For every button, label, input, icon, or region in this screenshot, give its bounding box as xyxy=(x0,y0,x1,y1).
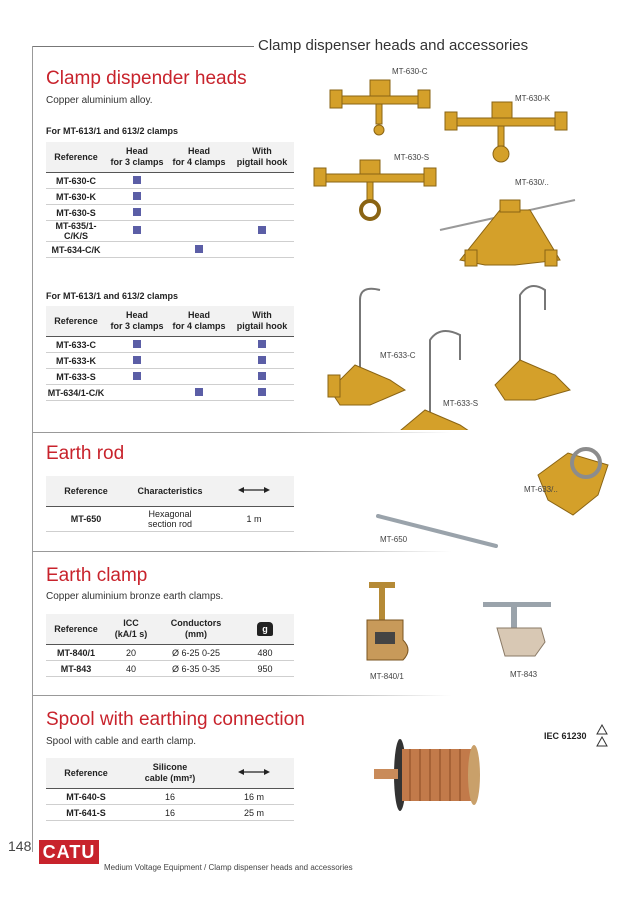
col-reference: Reference xyxy=(46,306,106,337)
icc-label: ICC xyxy=(123,618,139,628)
row-mark-cell xyxy=(168,385,230,401)
table-row xyxy=(46,189,294,205)
group-title-1: For MT-613/1 and 613/2 clamps xyxy=(46,126,179,136)
row-mark-cell xyxy=(230,173,294,189)
catu-logo: CATU xyxy=(39,840,99,864)
col-reference: Reference xyxy=(46,142,106,173)
table-row xyxy=(46,205,294,221)
row-mark-cell xyxy=(230,205,294,221)
check-square-icon xyxy=(133,226,141,234)
table-2-body xyxy=(46,337,294,401)
clamp-heads-illustrations xyxy=(300,60,620,430)
row-mark-cell xyxy=(106,337,168,353)
conductors-unit: (mm) xyxy=(185,629,207,639)
table-row xyxy=(46,221,294,242)
row-mark-cell xyxy=(230,189,294,205)
row-cable: 16 xyxy=(126,805,214,821)
table-1-body xyxy=(46,173,294,258)
table-row xyxy=(46,173,294,189)
row-ref: MT-843 xyxy=(46,661,106,677)
mt-843-image xyxy=(475,592,555,662)
section-title-earth-rod: Earth rod xyxy=(46,443,125,464)
spool-body xyxy=(46,789,294,821)
check-square-icon xyxy=(133,340,141,348)
standard-warning-icon xyxy=(596,724,608,748)
caption-mt-843: MT-843 xyxy=(510,670,538,679)
row-mark-cell xyxy=(168,189,230,205)
row-reference: MT-633-S xyxy=(46,369,106,385)
row-mark-cell xyxy=(106,173,168,189)
caption-mt-650: MT-650 xyxy=(380,535,408,544)
row-mark-cell xyxy=(106,242,168,258)
row-reference: MT-633-K xyxy=(46,353,106,369)
check-square-icon xyxy=(133,192,141,200)
col-icc xyxy=(106,614,156,645)
row-reference: MT-634-C/K xyxy=(46,242,106,258)
group-title-2: For MT-613/1 and 613/2 clamps xyxy=(46,291,179,301)
footer-text: Medium Voltage Equipment / Clamp dispenser heads and accessories xyxy=(104,863,353,872)
check-square-icon xyxy=(133,176,141,184)
table-row xyxy=(46,789,294,805)
clamp-heads-table-1 xyxy=(46,142,294,258)
row-mark-cell xyxy=(230,385,294,401)
row-mark-cell xyxy=(230,221,294,242)
row-mark-cell xyxy=(168,242,230,258)
length-arrow-icon xyxy=(238,768,270,776)
check-square-icon xyxy=(195,245,203,253)
col-length-icon xyxy=(214,476,294,507)
row-mark-cell xyxy=(168,221,230,242)
caption-mt-633-x: MT-633/.. xyxy=(524,485,558,494)
row-mark-cell xyxy=(230,353,294,369)
mt-630-c-image xyxy=(330,80,430,135)
col-characteristics: Characteristics xyxy=(126,476,214,507)
iec-standard: IEC 61230 xyxy=(544,731,587,741)
col-cable xyxy=(126,758,214,789)
row-reference: MT-630-C xyxy=(46,173,106,189)
check-square-icon xyxy=(133,208,141,216)
section-title-clamp-heads: Clamp dispender heads xyxy=(46,68,247,89)
col-pigtail: With pigtail hook xyxy=(230,306,294,337)
spool-image xyxy=(370,735,500,815)
page-header-title: Clamp dispenser heads and accessories xyxy=(258,37,529,54)
row-mark-cell xyxy=(230,337,294,353)
mt-633-s-image xyxy=(395,331,475,430)
table-row xyxy=(46,645,294,661)
col-pigtail: With pigtail hook xyxy=(230,142,294,173)
col-weight xyxy=(236,614,294,645)
section-separator xyxy=(32,432,452,433)
table-row xyxy=(46,337,294,353)
row-cond: Ø 6-25 0-25 xyxy=(156,645,236,661)
section-subtitle-clamp-heads: Copper aluminium alloy. xyxy=(46,95,153,106)
icc-unit: (kA/1 s) xyxy=(114,629,148,639)
row-reference: MT-635/1-C/K/S xyxy=(46,221,106,242)
row-mark-cell xyxy=(106,353,168,369)
row-mark-cell xyxy=(106,385,168,401)
earth-rod-table xyxy=(46,476,294,532)
rod-characteristics xyxy=(126,507,214,532)
cable-unit: cable (mm²) xyxy=(144,773,196,783)
mt-630-s-image xyxy=(314,160,436,219)
length-arrow-icon xyxy=(238,486,270,494)
check-square-icon xyxy=(133,356,141,364)
mt-633-c-image xyxy=(328,289,405,405)
earth-clamp-body xyxy=(46,645,294,677)
caption-mt-630-s: MT-630-S xyxy=(394,153,430,162)
check-square-icon xyxy=(195,388,203,396)
col-head-3: Head for 3 clamps xyxy=(106,306,168,337)
table-row xyxy=(46,661,294,677)
left-rule xyxy=(32,46,33,852)
caption-mt-840: MT-840/1 xyxy=(370,672,404,681)
row-cable: 16 xyxy=(126,789,214,805)
col-reference: Reference xyxy=(46,758,126,789)
section-separator xyxy=(32,695,452,696)
col-reference: Reference xyxy=(46,614,106,645)
row-mark-cell xyxy=(168,353,230,369)
header-rule xyxy=(32,46,254,47)
row-mark-cell xyxy=(168,369,230,385)
caption-mt-633-s: MT-633-S xyxy=(443,399,479,408)
col-length-icon xyxy=(214,758,294,789)
check-square-icon xyxy=(258,388,266,396)
table-row xyxy=(46,242,294,258)
section-title-earth-clamp: Earth clamp xyxy=(46,565,148,586)
row-mark-cell xyxy=(168,205,230,221)
row-reference: MT-633-C xyxy=(46,337,106,353)
col-reference: Reference xyxy=(46,476,126,507)
row-reference: MT-634/1-C/K xyxy=(46,385,106,401)
section-subtitle-spool: Spool with cable and earth clamp. xyxy=(46,736,197,747)
row-g: 950 xyxy=(236,661,294,677)
col-conductors xyxy=(156,614,236,645)
row-icc: 20 xyxy=(106,645,156,661)
col-head-4: Head for 4 clamps xyxy=(168,306,230,337)
caption-mt-630-k: MT-630-K xyxy=(515,94,551,103)
mt-840-image xyxy=(355,580,425,675)
row-g: 480 xyxy=(236,645,294,661)
row-reference: MT-630-S xyxy=(46,205,106,221)
rod-ref: MT-650 xyxy=(46,507,126,532)
page-number: 148 xyxy=(8,838,32,854)
weight-icon: g xyxy=(257,622,273,636)
caption-mt-630-x: MT-630/.. xyxy=(515,178,549,187)
section-separator xyxy=(32,551,452,552)
earth-clamp-table xyxy=(46,614,294,677)
cable-label: Silicone xyxy=(152,762,188,772)
table-row xyxy=(46,385,294,401)
row-mark-cell xyxy=(230,242,294,258)
row-mark-cell xyxy=(230,369,294,385)
check-square-icon xyxy=(258,340,266,348)
col-head-4: Head for 4 clamps xyxy=(168,142,230,173)
check-square-icon xyxy=(258,226,266,234)
row-cond: Ø 6-35 0-35 xyxy=(156,661,236,677)
row-mark-cell xyxy=(106,369,168,385)
clamp-heads-table-2 xyxy=(46,306,294,401)
earth-rod-image xyxy=(372,508,502,552)
mt-630-k-image xyxy=(445,102,567,162)
row-len: 16 m xyxy=(214,789,294,805)
section-title-spool: Spool with earthing connection xyxy=(46,709,305,730)
row-mark-cell xyxy=(106,205,168,221)
row-ref: MT-840/1 xyxy=(46,645,106,661)
col-head-3: Head for 3 clamps xyxy=(106,142,168,173)
row-icc: 40 xyxy=(106,661,156,677)
row-reference: MT-630-K xyxy=(46,189,106,205)
row-mark-cell xyxy=(106,221,168,242)
table-row xyxy=(46,369,294,385)
table-row xyxy=(46,353,294,369)
row-mark-cell xyxy=(168,173,230,189)
row-mark-cell xyxy=(168,337,230,353)
check-square-icon xyxy=(258,356,266,364)
mt-630-4-image xyxy=(440,200,575,266)
mt-633-k-image xyxy=(495,286,570,400)
row-mark-cell xyxy=(106,189,168,205)
check-square-icon xyxy=(258,372,266,380)
row-ref: MT-641-S xyxy=(46,805,126,821)
row-len: 25 m xyxy=(214,805,294,821)
caption-mt-633-c: MT-633-C xyxy=(380,351,416,360)
section-subtitle-earth-clamp: Copper aluminium bronze earth clamps. xyxy=(46,591,224,602)
caption-mt-630-c: MT-630-C xyxy=(392,67,428,76)
rod-char-line1: Hexagonal xyxy=(148,509,192,519)
conductors-label: Conductors xyxy=(170,618,222,628)
table-row xyxy=(46,805,294,821)
rod-length: 1 m xyxy=(214,507,294,532)
mt-633-pigtail-image xyxy=(528,425,618,520)
rod-char-line2: section rod xyxy=(147,519,193,529)
check-square-icon xyxy=(133,372,141,380)
spool-table xyxy=(46,758,294,821)
row-ref: MT-640-S xyxy=(46,789,126,805)
